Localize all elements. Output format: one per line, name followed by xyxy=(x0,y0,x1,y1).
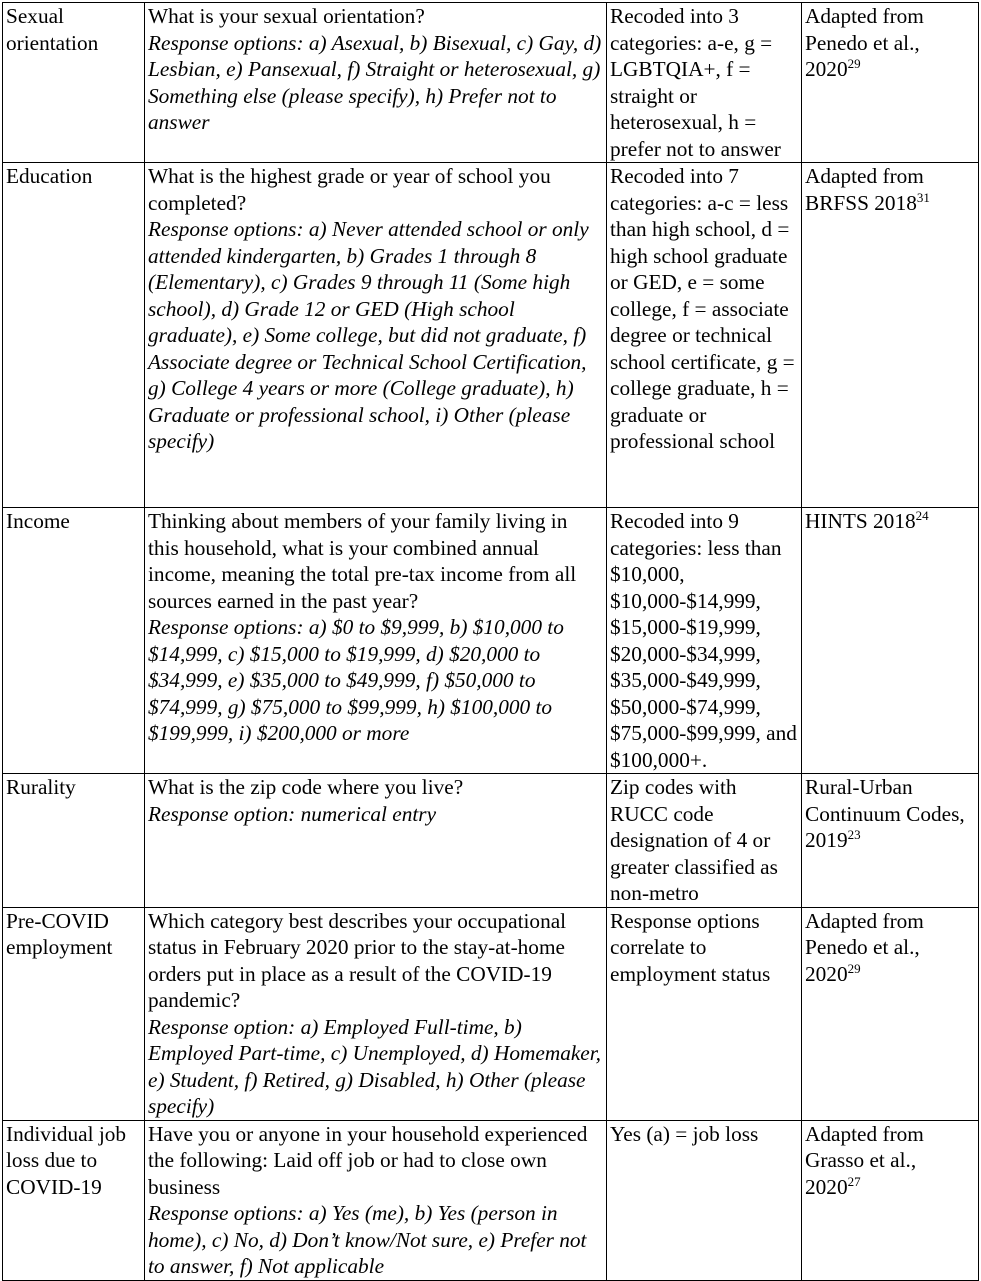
table-row xyxy=(3,907,979,1120)
measures-table xyxy=(2,2,979,1281)
reference-number: 29 xyxy=(847,56,861,71)
table-row xyxy=(3,3,979,163)
coding-cell xyxy=(607,163,802,508)
source-text: Adapted from Penedo et al., 2020 xyxy=(805,908,924,986)
coding-cell xyxy=(607,3,802,163)
variable-name: Pre-COVID employment xyxy=(6,908,113,959)
variable-name: Education xyxy=(6,164,93,188)
reference-number: 27 xyxy=(847,1173,861,1189)
response-options: Response option: numerical entry xyxy=(148,801,437,826)
table-row xyxy=(3,508,979,774)
reference-number: 24 xyxy=(915,508,929,523)
variable-name: Income xyxy=(6,509,70,533)
variable-cell xyxy=(3,907,145,1120)
reference-number: 23 xyxy=(847,827,861,842)
source-text: HINTS 2018 xyxy=(805,509,916,533)
coding-cell xyxy=(607,1120,802,1280)
reference-number: 31 xyxy=(916,189,930,205)
coding-cell xyxy=(607,774,802,908)
coding-text: Response options correlate to employment status xyxy=(610,908,771,986)
source-text: Adapted from BRFSS 2018 xyxy=(805,164,924,215)
table-row xyxy=(3,163,979,508)
source-text: Adapted from Penedo et al., 2020 xyxy=(805,4,924,81)
response-options: Response options: a) Asexual, b) Bisexual, c) Gay, d) Lesbian, e) Pansexual, f) Straight or heterosexual, g) Something else (please specify), h) Prefer not to answer xyxy=(148,30,602,134)
source-cell xyxy=(802,1120,979,1280)
coding-cell xyxy=(607,907,802,1120)
question-text: What is the zip code where you live? xyxy=(148,775,464,799)
source-cell xyxy=(802,774,979,908)
question-cell xyxy=(145,163,607,508)
question-text: What is your sexual orientation? xyxy=(148,4,425,28)
coding-text: Yes (a) = job loss xyxy=(610,1121,759,1146)
coding-text: Recoded into 9 categories: less than $10,000, $10,000-$14,999, $15,000-$19,999, $20,000-$34,999, $35,000-$49,999, $50,000-$74,999, $75,000-$99,999, and $100,000+. xyxy=(610,509,797,772)
variable-cell xyxy=(3,163,145,508)
source-cell xyxy=(802,508,979,774)
response-options: Response options: a) Yes (me), b) Yes (person in home), c) No, d) Don’t know/Not sure, e) Prefer not to answer, f) Not applicable xyxy=(148,1201,587,1278)
coding-text: Recoded into 7 categories: a-c = less than high school, d = high school graduate or GED, e = some college, f = associate degree or technical school certificate, g = college graduate, h = graduate or professional school xyxy=(610,164,795,453)
variable-name: Sexual orientation xyxy=(6,4,99,55)
source-cell xyxy=(802,907,979,1120)
response-options: Response option: a) Employed Full-time, b) Employed Part-time, c) Unemployed, d) Homemaker, e) Student, f) Retired, g) Disabled, h) Other (please specify) xyxy=(148,1014,602,1118)
coding-cell xyxy=(607,508,802,774)
table-row xyxy=(3,774,979,908)
document-table-container xyxy=(2,2,978,1281)
source-text: Rural-Urban Continuum Codes, 2019 xyxy=(805,775,965,852)
response-options: Response options: a) Never attended school or only attended kindergarten, b) Grades 1 through 8 (Elementary), c) Grades 9 through 11 (Some high school), d) Grade 12 or GED (High school graduate), e) Some college, but did not graduate, f) Associate degree or Technical School Certification, g) College 4 years or more (College graduate), h) Graduate or professional school, i) Other (please specify) xyxy=(148,217,589,453)
coding-text: Recoded into 3 categories: a-e, g = LGBTQIA+, f = straight or heterosexual, h = prefer not to answer xyxy=(610,4,781,161)
variable-name: Individual job loss due to COVID-19 xyxy=(6,1121,127,1199)
variable-cell xyxy=(3,1120,145,1280)
question-text: What is the highest grade or year of school you completed? xyxy=(148,164,551,215)
question-cell xyxy=(145,907,607,1120)
question-text: Thinking about members of your family living in this household, what is your combined annual income, meaning the total pre-tax income from all sources earned in the past year? xyxy=(148,509,577,613)
measures-table-body xyxy=(3,3,979,1281)
variable-cell xyxy=(3,508,145,774)
source-cell xyxy=(802,3,979,163)
question-cell xyxy=(145,1120,607,1280)
reference-number: 29 xyxy=(847,960,861,976)
question-text: Which category best describes your occupational status in February 2020 prior to the stay-at-home orders put in place as a result of the COVID-19 pandemic? xyxy=(148,908,567,1012)
source-cell xyxy=(802,163,979,508)
variable-name: Rurality xyxy=(6,775,76,799)
variable-cell xyxy=(3,774,145,908)
question-text: Have you or anyone in your household experienced the following: Laid off job or had to close own business xyxy=(148,1121,588,1199)
question-cell xyxy=(145,774,607,908)
question-cell xyxy=(145,3,607,163)
response-options: Response options: a) $0 to $9,999, b) $10,000 to $14,999, c) $15,000 to $19,999, d) $20,000 to $34,999, e) $35,000 to $49,999, f) $50,000 to $74,999, g) $75,000 to $99,999, h) $100,000 to $199,999, i) $200,000 or more xyxy=(148,615,564,745)
question-cell xyxy=(145,508,607,774)
source-text: Adapted from Grasso et al., 2020 xyxy=(805,1121,924,1199)
table-row xyxy=(3,1120,979,1280)
variable-cell xyxy=(3,3,145,163)
coding-text: Zip codes with RUCC code designation of 4 or greater classified as non-metro xyxy=(610,775,778,905)
